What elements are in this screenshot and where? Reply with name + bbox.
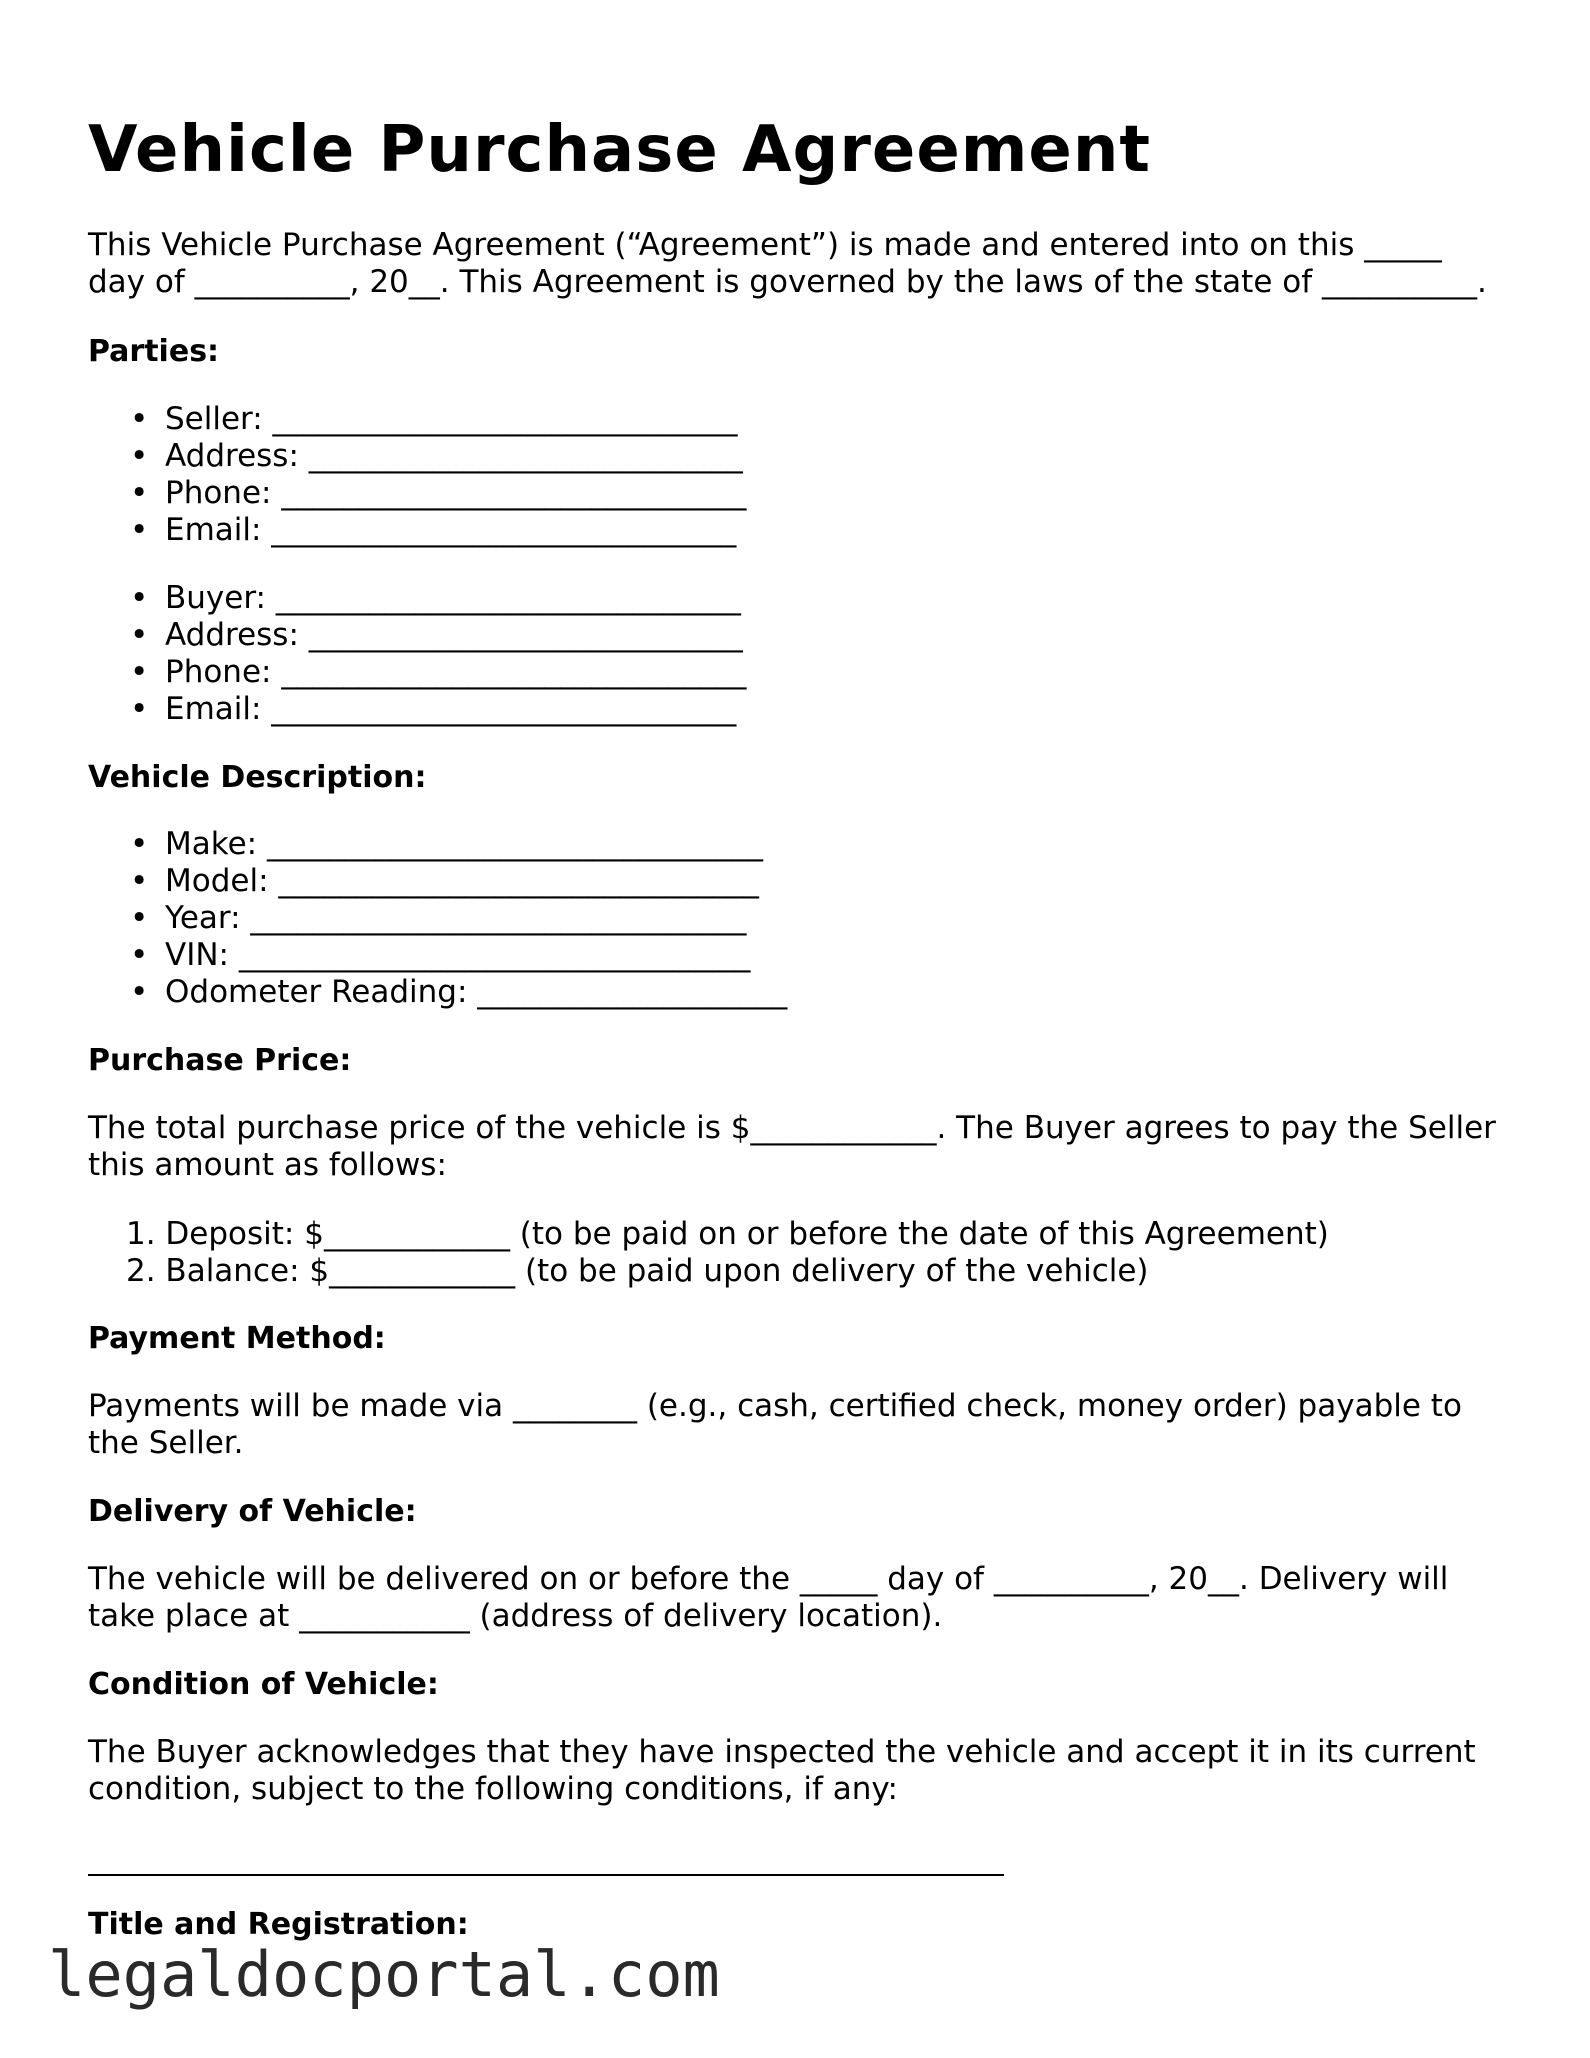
purchase-price-heading: Purchase Price: bbox=[88, 1043, 352, 1078]
purchase-price-line-1: The total purchase price of the vehicle is $____________. The Buyer agrees to pay the Seller bbox=[88, 1110, 1496, 1146]
delivery-line-1: The vehicle will be delivered on or before the _____ day of __________, 20__. Delivery will bbox=[88, 1561, 1449, 1597]
parties-heading: Parties: bbox=[88, 334, 220, 369]
seller-address-field: • Address: ____________________________ bbox=[88, 438, 746, 475]
seller-phone-field: • Phone: ______________________________ bbox=[88, 475, 746, 512]
vehicle-odometer-field: • Odometer Reading: ____________________ bbox=[88, 974, 787, 1011]
vehicle-vin-field: • VIN: _________________________________ bbox=[88, 937, 787, 974]
seller-list bbox=[88, 401, 746, 549]
watermark-logo: legaldocportal.com bbox=[48, 1938, 720, 2011]
buyer-name-field: • Buyer: ______________________________ bbox=[88, 580, 746, 617]
condition-line-2: condition, subject to the following conditions, if any: bbox=[88, 1771, 898, 1807]
payment-schedule-list bbox=[88, 1216, 1329, 1290]
buyer-address-field: • Address: ____________________________ bbox=[88, 617, 746, 654]
seller-email-field: • Email: ______________________________ bbox=[88, 512, 746, 549]
title-registration-heading: Title and Registration: bbox=[88, 1907, 469, 1942]
payment-method-line-1: Payments will be made via ________ (e.g., cash, certified check, money order) payable to bbox=[88, 1388, 1462, 1424]
purchase-price-line-2: this amount as follows: bbox=[88, 1147, 447, 1183]
vehicle-make-field: • Make: ________________________________ bbox=[88, 826, 787, 863]
intro-paragraph bbox=[88, 227, 1508, 301]
payment-method-paragraph bbox=[88, 1388, 1508, 1462]
purchase-price-paragraph bbox=[88, 1110, 1508, 1184]
condition-blank-line bbox=[88, 1874, 1004, 1876]
vehicle-year-field: • Year: ________________________________ bbox=[88, 900, 787, 937]
vehicle-description-heading: Vehicle Description: bbox=[88, 760, 427, 795]
payment-method-heading: Payment Method: bbox=[88, 1321, 386, 1356]
buyer-phone-field: • Phone: ______________________________ bbox=[88, 654, 746, 691]
document-title: Vehicle Purchase Agreement bbox=[88, 113, 1151, 187]
balance-field: 2. Balance: $____________ (to be paid upon delivery of the vehicle) bbox=[126, 1253, 1149, 1289]
buyer-email-field: • Email: ______________________________ bbox=[88, 691, 746, 728]
vehicle-model-field: • Model: _______________________________ bbox=[88, 863, 787, 900]
buyer-list bbox=[88, 580, 746, 728]
deposit-field: 1. Deposit: $____________ (to be paid on or before the date of this Agreement) bbox=[126, 1216, 1329, 1252]
delivery-paragraph bbox=[88, 1561, 1508, 1635]
intro-line-1: This Vehicle Purchase Agreement (“Agreement”) is made and entered into on this _____ bbox=[88, 227, 1442, 263]
condition-line-1: The Buyer acknowledges that they have inspected the vehicle and accept it in its current bbox=[88, 1734, 1476, 1770]
payment-method-line-2: the Seller. bbox=[88, 1425, 244, 1461]
condition-paragraph bbox=[88, 1734, 1508, 1808]
condition-heading: Condition of Vehicle: bbox=[88, 1667, 439, 1702]
delivery-line-2: take place at ___________ (address of delivery location). bbox=[88, 1598, 943, 1634]
vehicle-description-list bbox=[88, 826, 787, 1011]
delivery-heading: Delivery of Vehicle: bbox=[88, 1494, 417, 1529]
seller-name-field: • Seller: ______________________________ bbox=[88, 401, 746, 438]
intro-line-2: day of __________, 20__. This Agreement is governed by the laws of the state of __________. bbox=[88, 264, 1487, 300]
